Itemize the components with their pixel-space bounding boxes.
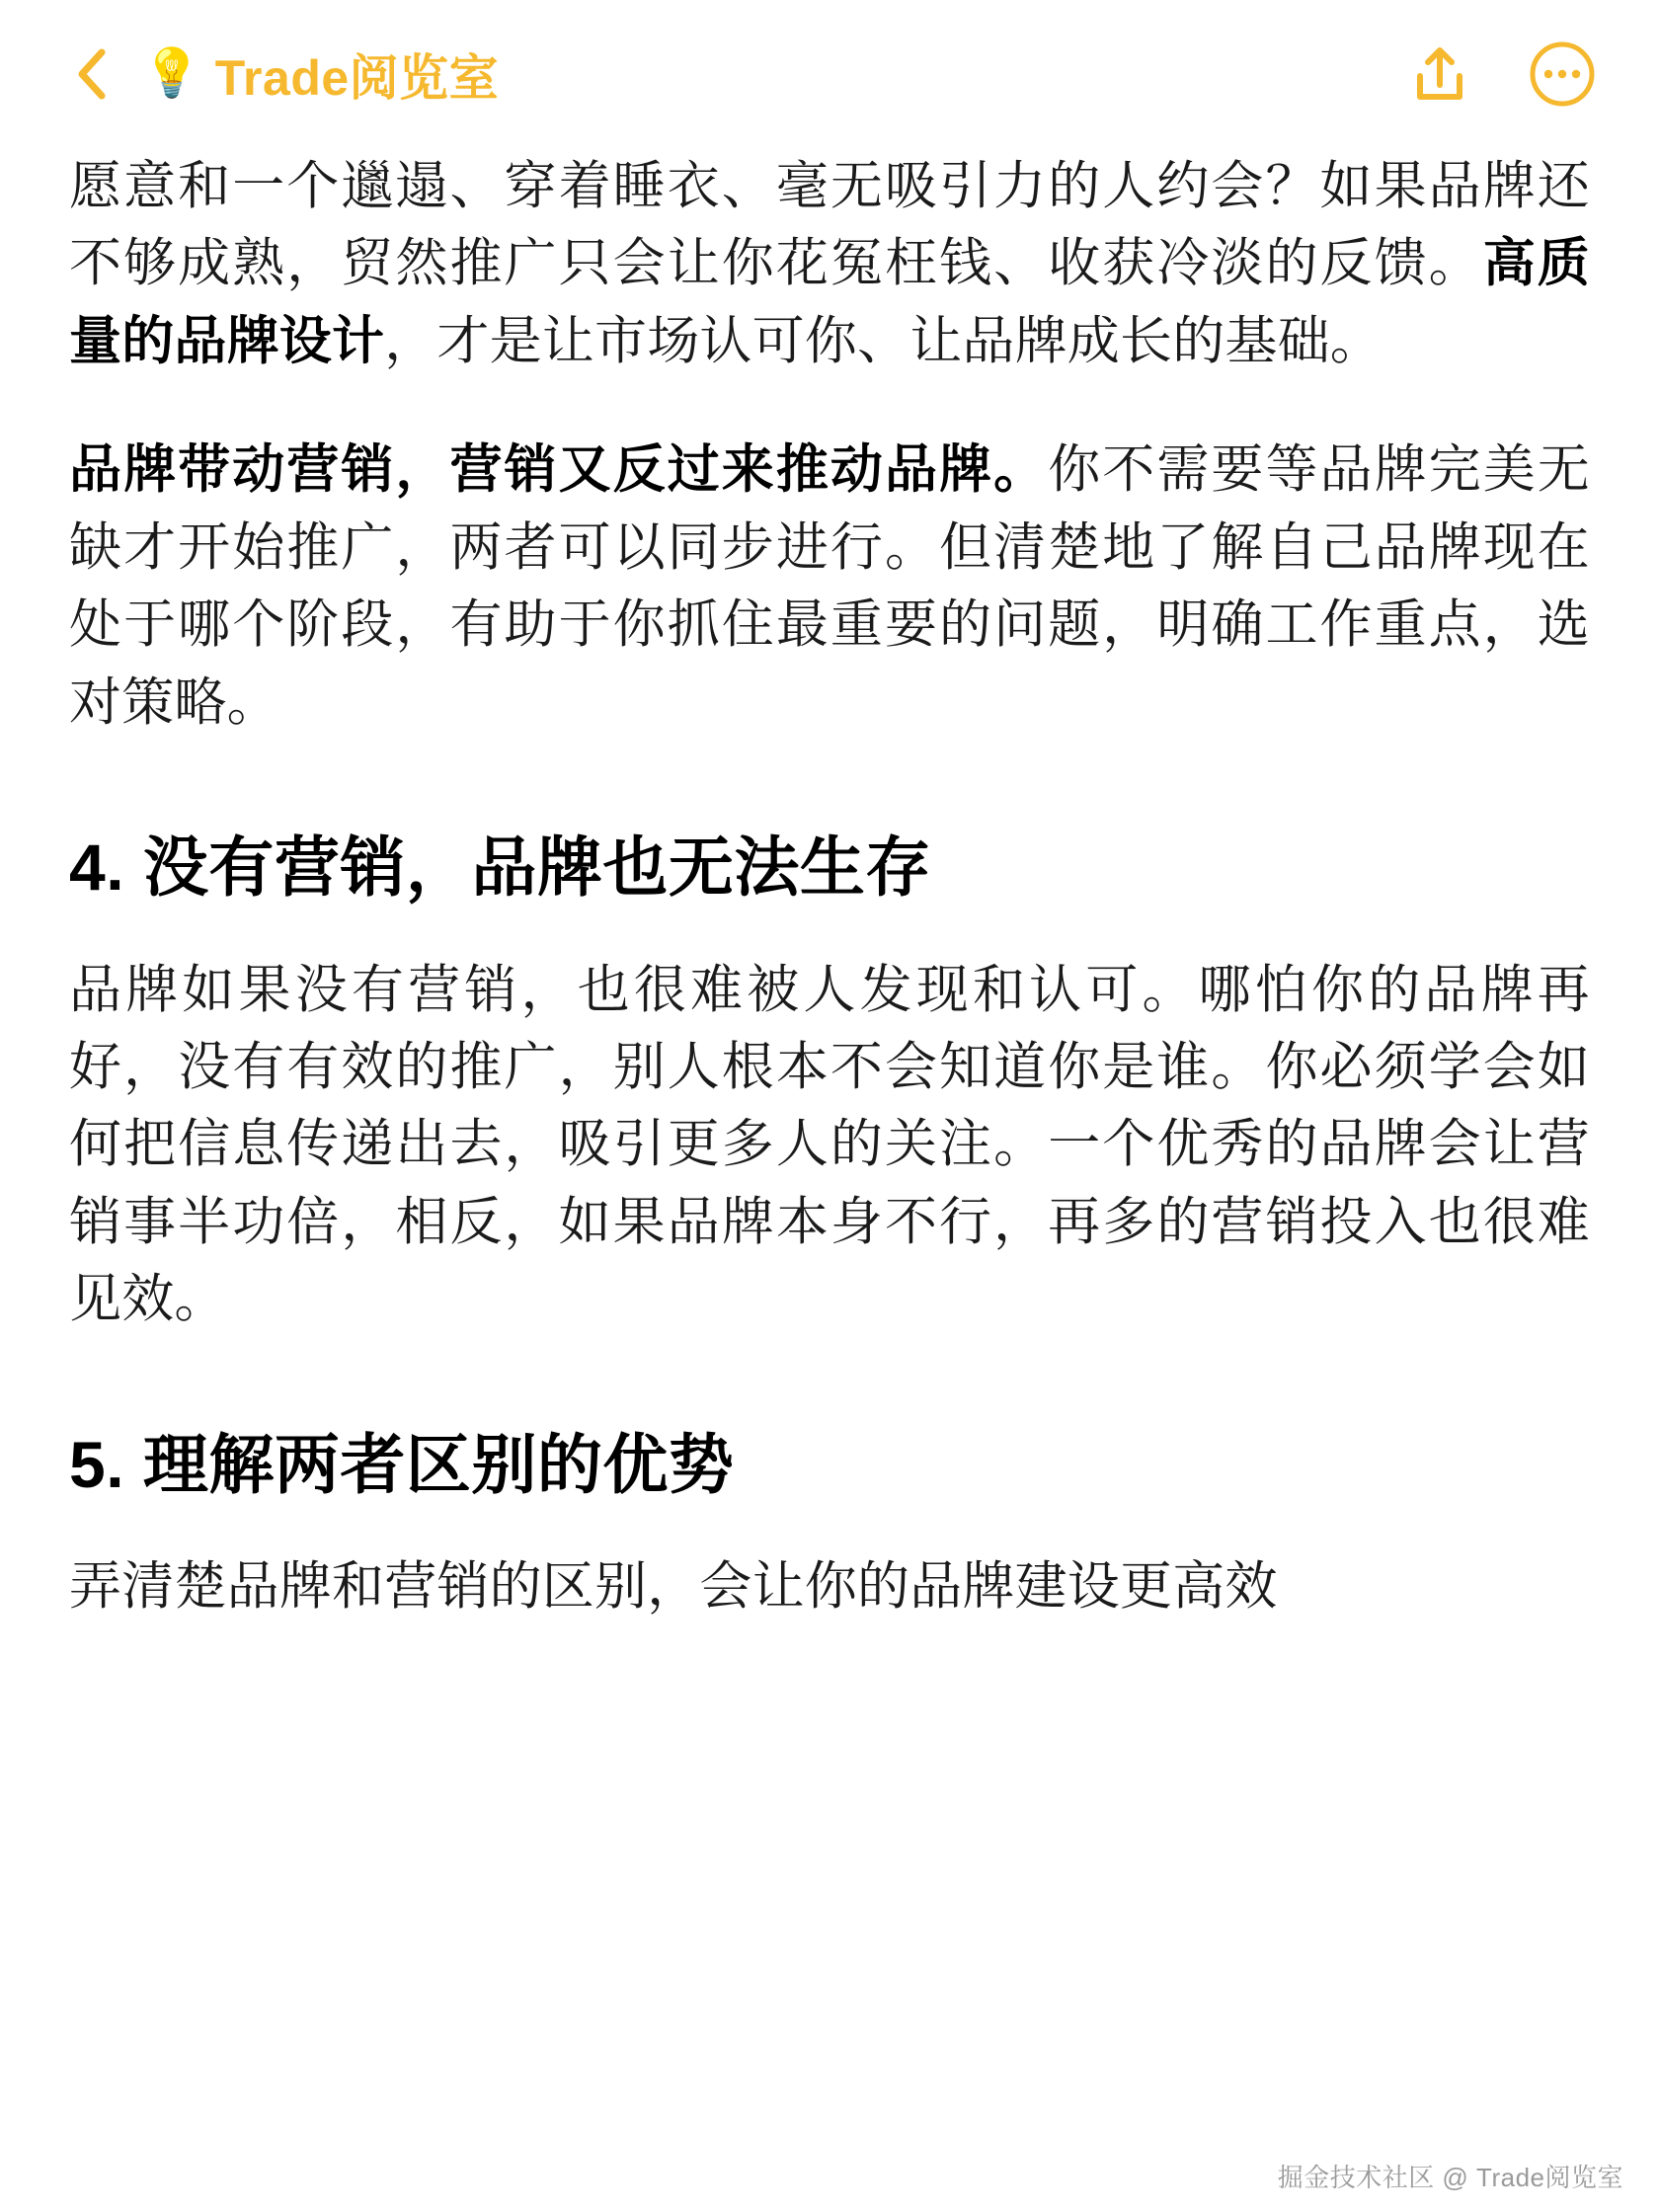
lightbulb-icon: 💡 (142, 47, 201, 100)
paragraph-bold-part: 高质量的品牌设计 (69, 234, 1591, 370)
share-upload-icon[interactable] (1404, 39, 1475, 110)
chevron-left-icon[interactable] (69, 47, 115, 101)
app-header (0, 0, 1659, 148)
watermark: 掘金技术社区 @ Trade阅览室 (1277, 2163, 1623, 2192)
section-heading-5: 5. 理解两者区别的优势 (69, 1427, 735, 1501)
page-title-text: Trade阅览室 (214, 50, 500, 106)
paragraph-text-part: 你不需要等品牌完美无缺才开始推广，两者可以同步进行。但清楚地了解自己品牌现在处于哪个阶段，有助于你抓住最重要的问题，明确工作重点，选对策略。 (69, 440, 1590, 732)
paragraph-bold-part: 品牌带动营销，营销又反过来推动品牌。 (69, 440, 1049, 500)
paragraph (69, 432, 1590, 742)
page-title (142, 39, 1404, 110)
section-heading-4: 4. 没有营销，品牌也无法生存 (69, 830, 931, 905)
paragraph (69, 148, 1590, 380)
article-content (0, 148, 1659, 1626)
paragraph: 品牌如果没有营销，也很难被人发现和认可。哪怕你的品牌再好，没有有效的推广，别人根本不会知道你是谁。你必须学会如何把信息传递出去，吸引更多人的关注。一个优秀的品牌会让营销事半功倍，相反，如果品牌本身不行，再多的营销投入也很难见效。 (69, 960, 1590, 1329)
more-horizontal-icon[interactable] (1527, 39, 1598, 110)
paragraph-text-part: ，才是让市场认可你、让品牌成长的基础。 (384, 311, 1383, 370)
paragraph: 弄清楚品牌和营销的区别，会让你的品牌建设更高效 (69, 1557, 1278, 1617)
paragraph-text-part: 愿意和一个邋遢、穿着睡衣、毫无吸引力的人约会？如果品牌还不够成熟，贸然推广只会让你花冤枉钱、收获冷淡的反馈。 (69, 157, 1590, 293)
header-actions (1404, 39, 1598, 110)
